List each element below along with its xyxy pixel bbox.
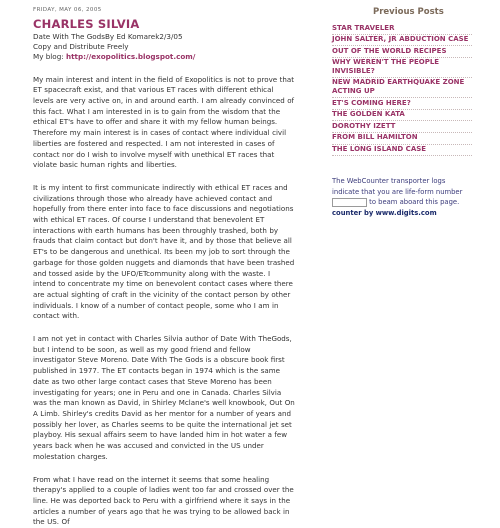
previous-post-link[interactable]: NEW MADRID EARTHQUAKE ZONE ACTING UP (332, 78, 472, 98)
post-title: CHARLES SILVIA (33, 17, 140, 31)
previous-post-link[interactable]: STAR TRAVELER (332, 23, 472, 35)
previous-post-link[interactable]: FROM BILL HAMILTON (332, 133, 472, 145)
webcounter-block (332, 176, 472, 218)
previous-post-link[interactable]: WHY WEREN'T THE PEOPLE INVISIBLE? (332, 58, 472, 78)
counter-image (332, 198, 367, 207)
post-paragraph: My main interest and intent in the field of Exopolitics is not to prove that ET spacecraft exist, and that various ET races with different ethical levels are very active on, in and around earth. I am already convinced of this fact. What I am interested in is to gain from the wisdom that the ethical ET's have to offer and share it with my fellow human beings. Therefore my main interest is in cases of contact where individual civil liberties are fostered and respected. I am not interested in cases of contact nor do I wish to involve myself with unethical ET races that violate basic human rights and liberties. (33, 74, 295, 170)
counter-text-after: to beam aboard this page. (367, 198, 460, 207)
previous-posts-heading: Previous Posts (373, 7, 444, 17)
sidebar (332, 5, 472, 218)
blog-link[interactable]: http://exopolitics.blogspot.com/ (65, 52, 196, 62)
blog-link-line (33, 52, 295, 62)
blog-label: My blog: (33, 52, 66, 62)
previous-post-link[interactable]: DOROTHY IZETT (332, 121, 472, 133)
post-copy-notice: Copy and Distribute Freely (33, 42, 129, 52)
post-paragraph: From what I have read on the internet it seems that some healing therapy's applied to a couple of ladies went too far and crossed over the line. He was deported back to Peru with a girlfriend where it says in the articles a number of years ago that he was trying to be allowed back in the US. Of (33, 474, 294, 527)
post-meta (33, 32, 295, 63)
previous-post-link[interactable]: OUT OF THE WORLD RECIPES (332, 46, 472, 58)
counter-text-before: The WebCounter transporter logs indicate that you are life-form number (332, 177, 463, 196)
previous-post-link[interactable]: THE GOLDEN KATA (332, 110, 472, 122)
post-column (33, 5, 295, 528)
previous-post-link[interactable]: THE LONG ISLAND CASE (332, 145, 472, 157)
counter-credit-link[interactable]: counter by www.digits.com (332, 208, 437, 217)
post-paragraph: I am not yet in contact with Charles Silvia author of Date With TheGods, but I intend to be soon, as well as my good friend and fellow investigator Steve Moreno. Date With The Gods is a obscure book first published in 1977. The ET contacts began in 1974 which is the same date as two other large contact cases that Steve Moreno has been investigating for years; one in Peru and one in Canada. Charles Silvia was the man known as David, in Shirley Mclane's well knowbook, Out On A Limb. Shirley's credits David as her mentor for a number of years and possibly her lover, as Charles seems to be quite the international jet set playboy. His sexual affairs seem to have landed him in hot water a few years back when he was accused and convicted in the US under molestation charges. (33, 334, 295, 461)
post-byline: Date With The GodsBy Ed Komarek2/3/05 (33, 32, 183, 41)
previous-post-link[interactable]: ET'S COMING HERE? (332, 98, 472, 110)
previous-posts-list (332, 23, 472, 156)
post-date: FRIDAY, MAY 06, 2005 (33, 7, 102, 13)
previous-post-link[interactable]: JOHN SALTER, JR ABDUCTION CASE (332, 35, 472, 47)
post-paragraph: It is my intent to first communicate indirectly with ethical ET races and civilizations through those who already have achieved contact and hopefully from there enter into face to face discussions and negotiations with ethical ET races. Of course I understand that benevolent ET interactions with earth humans has been throughly trashed, both by frauds that claim contact but don't have it, and by those that believe all ET's to be dangerous and unethical. Its been my job to sort through the garbage for those golden nuggets and diamonds that have been trashed and tossed aside by the UFO/ETcommunity along with the waste. I intend to concentrate my time on benevolent contact cases where there are actual sighting of craft in the vicinity of the contact person by other individuals. I know of a number of contact people, some who I am in contact with. (33, 182, 295, 321)
